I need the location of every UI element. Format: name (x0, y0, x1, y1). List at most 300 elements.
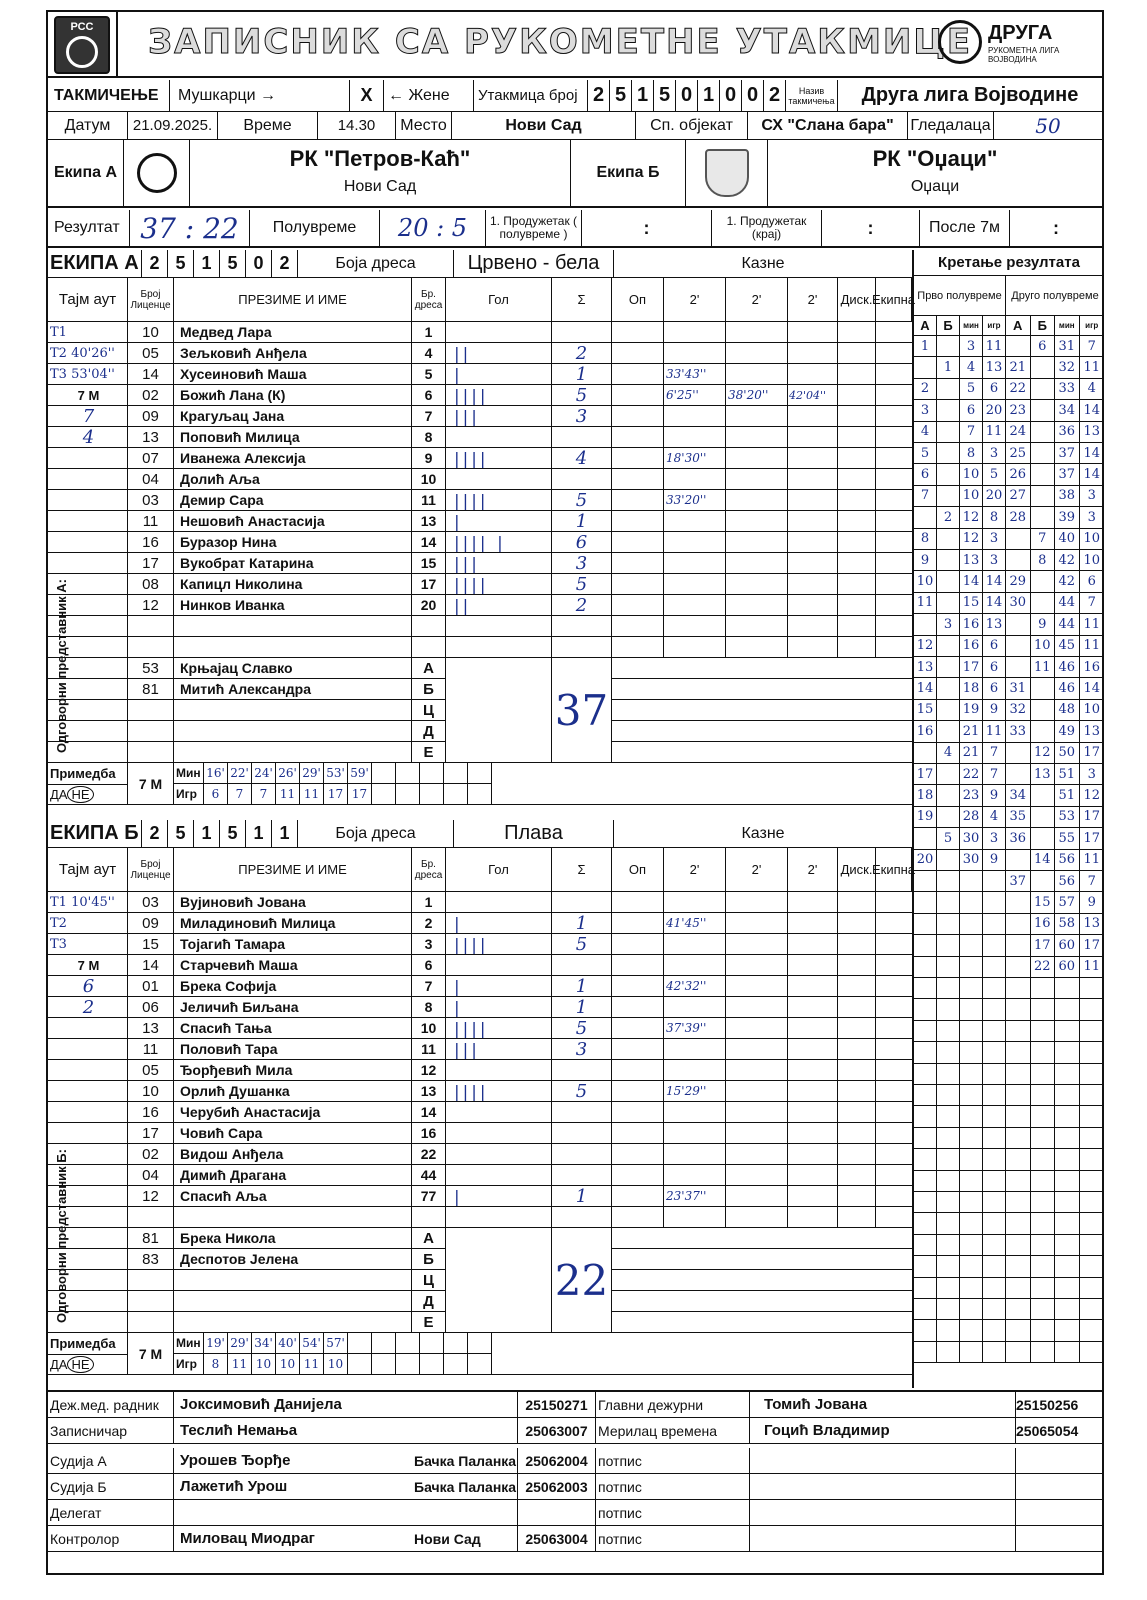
jersey-number: 11 (412, 490, 446, 511)
goal-tally: |||| (446, 448, 552, 469)
progress-second-cell (1006, 743, 1031, 764)
team-pen-cell (876, 637, 912, 658)
progress-first-cell: 19 (960, 700, 983, 721)
suspension-2 (726, 1081, 788, 1102)
progress-first-cell (914, 1042, 937, 1063)
suspension-3 (788, 892, 838, 913)
timeout-cell (48, 1102, 128, 1123)
progress-first-cell: 7 (983, 764, 1006, 785)
seven-m-label: 7 М (128, 1333, 174, 1375)
progress-first-cell (937, 1320, 960, 1341)
footer-name2 (750, 1526, 1016, 1552)
timeout-cell: T2 (48, 913, 128, 934)
progress-second-cell: 39 (1055, 507, 1080, 528)
remark-blank (492, 763, 912, 805)
progress-first-cell: 6 (983, 636, 1006, 657)
timeout-cell (48, 490, 128, 511)
goal-sum: 5 (552, 490, 612, 511)
progress-second-cell (1006, 636, 1031, 657)
blank-goal-box (446, 658, 552, 763)
official-name (174, 700, 412, 721)
team-pen-cell (876, 1102, 912, 1123)
timeout-cell: 7 М (48, 385, 128, 406)
half-score: 20 : 5 (380, 210, 486, 246)
progress-second-cell (1006, 1278, 1031, 1299)
progress-first-cell: 3 (983, 550, 1006, 571)
progress-first-cell: 10 (960, 464, 983, 485)
progress-first-cell (983, 1021, 1006, 1042)
progress-second-cell: 22 (1031, 957, 1056, 978)
jersey-number: 3 (412, 934, 446, 955)
match-report-sheet (46, 10, 1104, 1575)
progress-second-cell (1031, 507, 1056, 528)
goal-sum (552, 637, 612, 658)
official-penalties (612, 1270, 912, 1291)
progress-second-cell (1055, 1256, 1080, 1277)
team-pen-cell (876, 574, 912, 595)
progress-first-cell: 6 (960, 400, 983, 421)
jersey-number: 22 (412, 1144, 446, 1165)
progress-second-cell: 17 (1080, 935, 1105, 956)
team-pen-cell (876, 1186, 912, 1207)
progress-first-cell: 3 (937, 614, 960, 635)
progress-second-cell (1080, 1320, 1105, 1341)
footer-name: Урошев Ђорђе (174, 1448, 414, 1474)
men-label: Мушкарци → (170, 80, 350, 112)
player-name: Орлић Душанка (174, 1081, 412, 1102)
progress-first-cell: 10 (914, 571, 937, 592)
official-name: Брека Никола (174, 1228, 412, 1249)
time-value: 14.30 (318, 112, 396, 140)
progress-second-cell: 9 (1080, 892, 1105, 913)
progress-second-cell (1080, 1128, 1105, 1149)
progress-first-cell (914, 1299, 937, 1320)
suspension-3 (788, 343, 838, 364)
suspension-3 (788, 913, 838, 934)
progress-second-cell (1031, 828, 1056, 849)
seven-igr: 11 (300, 1354, 324, 1375)
progress-first-cell (983, 1085, 1006, 1106)
footer-city: Бачка Паланка (414, 1474, 518, 1500)
footer-licence: 25062004 (518, 1448, 596, 1474)
goal-sum (552, 322, 612, 343)
team-pen-cell (876, 469, 912, 490)
footer-name: Теслић Немања (174, 1418, 414, 1444)
suspension-2 (726, 406, 788, 427)
progress-first-cell: 7 (914, 486, 937, 507)
disq-cell (838, 1123, 876, 1144)
progress-second-cell (1031, 400, 1056, 421)
progress-first-cell: 11 (983, 721, 1006, 742)
column-header-two2: 2' (726, 848, 788, 892)
disq-cell (838, 1186, 876, 1207)
footer-licence2: 25065054 (1016, 1418, 1102, 1444)
player-name: Медвед Лара (174, 322, 412, 343)
warning-cell (612, 1144, 664, 1165)
team-b-label: Екипа Б (570, 140, 686, 206)
progress-second-cell (1006, 1171, 1031, 1192)
suspension-3 (788, 976, 838, 997)
progress-first-cell: 9 (914, 550, 937, 571)
goal-tally: | (446, 364, 552, 385)
progress-second-cell (1006, 892, 1031, 913)
column-header-jersey: Бр. дреса (412, 848, 446, 892)
progress-second-cell (1006, 1149, 1031, 1170)
progress-first-cell (983, 1320, 1006, 1341)
federation-logo (54, 16, 110, 74)
licence-cell: 12 (128, 1186, 174, 1207)
seven-igr: 7 (252, 784, 276, 805)
teams-row (48, 140, 1102, 208)
footer-licence: 25063007 (518, 1418, 596, 1444)
progress-first-cell: 6 (983, 657, 1006, 678)
goal-tally (446, 955, 552, 976)
remark-yes-no (48, 1355, 128, 1375)
goal-tally (446, 616, 552, 637)
progress-first-cell (937, 1085, 960, 1106)
progress-first-cell (937, 550, 960, 571)
column-header-goal: Гол (446, 848, 552, 892)
warning-cell (612, 934, 664, 955)
seven-min: 24' (252, 763, 276, 784)
suspension-1 (664, 1039, 726, 1060)
suspension-1: 18'30'' (664, 448, 726, 469)
progress-second-cell: 22 (1006, 379, 1031, 400)
progress-first-cell: 2 (937, 507, 960, 528)
suspension-3 (788, 934, 838, 955)
goal-sum: 1 (552, 364, 612, 385)
progress-first-cell: 3 (983, 529, 1006, 550)
jersey-number: 13 (412, 1081, 446, 1102)
licence-cell: 06 (128, 997, 174, 1018)
seven-igr: 11 (276, 784, 300, 805)
progress-first-cell: 30 (960, 850, 983, 871)
player-name: Буразор Нина (174, 532, 412, 553)
team-pen-cell (876, 934, 912, 955)
progress-second-cell (1031, 379, 1056, 400)
footer-role2: потпис (596, 1526, 750, 1552)
progress-first-cell (983, 1192, 1006, 1213)
seven-igr-label: Игр (174, 1354, 204, 1375)
player-name: Зељковић Анђела (174, 343, 412, 364)
progress-second-cell: 9 (1031, 614, 1056, 635)
progress-second-cell (1031, 1213, 1056, 1234)
team-pen-cell (876, 406, 912, 427)
progress-first-cell (937, 850, 960, 871)
goal-tally (446, 892, 552, 913)
progress-first-cell: 5 (960, 379, 983, 400)
progress-first-cell: 9 (983, 850, 1006, 871)
suspension-2 (726, 637, 788, 658)
jersey-number: 16 (412, 1123, 446, 1144)
progress-first-cell (914, 1149, 937, 1170)
footer-role2: потпис (596, 1500, 750, 1526)
disq-cell (838, 469, 876, 490)
progress-first-cell (960, 1299, 983, 1320)
team-pen-cell (876, 616, 912, 637)
official-letter: Е (412, 742, 446, 763)
team-code-digit: 1 (194, 250, 220, 278)
goal-sum: 1 (552, 976, 612, 997)
spectators-label: Гледалаца (908, 112, 994, 140)
progress-first-cell: 13 (960, 550, 983, 571)
goal-sum (552, 892, 612, 913)
column-header-sum: Σ (552, 848, 612, 892)
progress-second-cell (1031, 1021, 1056, 1042)
progress-first-cell (960, 1021, 983, 1042)
seven-igr (444, 1354, 468, 1375)
goal-sum: 3 (552, 406, 612, 427)
progress-first-cell: 2 (914, 379, 937, 400)
official-name (174, 1312, 412, 1333)
team-b-block (48, 820, 916, 1388)
suspension-3 (788, 1186, 838, 1207)
progress-first-cell (937, 678, 960, 699)
progress-head2-igr: игр (1080, 316, 1105, 336)
progress-first-cell (960, 1171, 983, 1192)
jersey-number: 8 (412, 997, 446, 1018)
jersey-number: 6 (412, 385, 446, 406)
footer-licence: 25063004 (518, 1526, 596, 1552)
suspension-3 (788, 1018, 838, 1039)
licence-cell (128, 637, 174, 658)
suspension-1: 6'25'' (664, 385, 726, 406)
team-code-digit: 0 (246, 250, 272, 278)
progress-second-cell (1055, 999, 1080, 1020)
footer-name2: Томић Јована (750, 1392, 1016, 1418)
suspension-3 (788, 595, 838, 616)
progress-second-cell (1080, 1278, 1105, 1299)
progress-first-cell (960, 1128, 983, 1149)
licence-cell: 11 (128, 511, 174, 532)
official-letter: А (412, 658, 446, 679)
licence-cell: 07 (128, 448, 174, 469)
warning-cell (612, 616, 664, 637)
team-code-digit: 1 (194, 820, 220, 848)
warning-cell (612, 997, 664, 1018)
progress-first-cell (914, 871, 937, 892)
team-b-logo (686, 140, 768, 206)
disq-cell (838, 385, 876, 406)
progress-first-cell (960, 892, 983, 913)
player-name (174, 637, 412, 658)
match-number-digit: 0 (742, 80, 764, 112)
progress-second-cell: 16 (1031, 914, 1056, 935)
progress-second-cell: 23 (1006, 400, 1031, 421)
seven-igr: 10 (324, 1354, 348, 1375)
player-name: Миладиновић Милица (174, 913, 412, 934)
progress-first-cell (960, 1213, 983, 1234)
warning-cell (612, 490, 664, 511)
licence-cell: 03 (128, 892, 174, 913)
official-penalties (612, 1249, 912, 1270)
licence-cell: 05 (128, 1060, 174, 1081)
suspension-1 (664, 322, 726, 343)
progress-first-cell (937, 807, 960, 828)
suspension-2 (726, 1123, 788, 1144)
suspension-3 (788, 490, 838, 511)
seven-igr: 10 (252, 1354, 276, 1375)
player-name: Вукобрат Катарина (174, 553, 412, 574)
progress-second-cell (1080, 1256, 1105, 1277)
suspension-2 (726, 532, 788, 553)
progress-second-cell (1006, 1235, 1031, 1256)
team-b-city: Оџаци (910, 178, 960, 195)
seven-igr: 7 (228, 784, 252, 805)
player-name: Долић Аља (174, 469, 412, 490)
seven-igr (396, 1354, 420, 1375)
jersey-number: 7 (412, 406, 446, 427)
suspension-2 (726, 595, 788, 616)
warning-cell (612, 448, 664, 469)
team-label: ЕКИПА Б (48, 820, 142, 848)
progress-second-cell: 4 (1080, 379, 1105, 400)
team-a-block (48, 250, 916, 806)
warning-cell (612, 385, 664, 406)
progress-second-cell: 36 (1006, 828, 1031, 849)
title-band (48, 12, 1102, 78)
seven-igr (396, 784, 420, 805)
team-pen-cell (876, 1081, 912, 1102)
competition-label: ТАКМИЧЕЊЕ (48, 80, 170, 112)
progress-second-cell: 7 (1080, 871, 1105, 892)
progress-second-cell (1031, 1106, 1056, 1127)
progress-second-cell: 10 (1031, 636, 1056, 657)
seven-min: 26' (276, 763, 300, 784)
warning-cell (612, 1081, 664, 1102)
spectators-value: 50 (994, 112, 1102, 140)
disq-cell (838, 1102, 876, 1123)
suspension-3: 42'04'' (788, 385, 838, 406)
seven-min: 29' (300, 763, 324, 784)
goal-tally (446, 1207, 552, 1228)
progress-second-cell (1031, 1128, 1056, 1149)
suspension-2 (726, 976, 788, 997)
team-pen-cell (876, 427, 912, 448)
jersey-color-label: Боја дреса (298, 820, 454, 848)
official-name: Крњајац Славко (174, 658, 412, 679)
suspension-1 (664, 469, 726, 490)
progress-second-cell (1031, 999, 1056, 1020)
goal-sum (552, 1165, 612, 1186)
progress-second-cell (1006, 1106, 1031, 1127)
goal-sum (552, 616, 612, 637)
licence-cell: 17 (128, 1123, 174, 1144)
progress-second-cell (1055, 1149, 1080, 1170)
progress-first-cell (937, 1128, 960, 1149)
goal-tally (446, 469, 552, 490)
progress-second-cell (1031, 1278, 1056, 1299)
place-label: Место (396, 112, 452, 140)
progress-second-cell (1031, 486, 1056, 507)
player-name: Спасић Тања (174, 1018, 412, 1039)
progress-first-cell (914, 1342, 937, 1363)
progress-first-cell (983, 871, 1006, 892)
goal-tally: | (446, 1186, 552, 1207)
disq-cell (838, 595, 876, 616)
progress-first-cell (937, 1256, 960, 1277)
progress-first-cell (937, 1278, 960, 1299)
progress-second-cell: 56 (1055, 871, 1080, 892)
progress-second-cell: 25 (1006, 443, 1031, 464)
progress-second-cell (1031, 871, 1056, 892)
progress-second-cell (1031, 785, 1056, 806)
team-a-logo (124, 140, 190, 206)
team-b-crest-icon (705, 149, 749, 197)
suspension-2 (726, 364, 788, 385)
player-name: Крагуљац Јана (174, 406, 412, 427)
suspension-3 (788, 406, 838, 427)
progress-first-cell (914, 743, 937, 764)
suspension-2 (726, 1102, 788, 1123)
progress-second-cell (1031, 1085, 1056, 1106)
second-half-label: Друго полувреме (1006, 276, 1104, 316)
disq-cell (838, 406, 876, 427)
official-licence: 81 (128, 1228, 174, 1249)
warning-cell (612, 595, 664, 616)
footer-city: Нови Сад (414, 1526, 518, 1552)
suspension-3 (788, 574, 838, 595)
suspension-2: 38'20'' (726, 385, 788, 406)
column-header-warn: Оп (612, 278, 664, 322)
progress-first-cell: 16 (960, 614, 983, 635)
suspension-2 (726, 1018, 788, 1039)
timeout-cell: 2 (48, 997, 128, 1018)
progress-second-cell (1031, 357, 1056, 378)
progress-second-cell (1055, 1342, 1080, 1363)
suspension-1 (664, 1123, 726, 1144)
warning-cell (612, 1123, 664, 1144)
official-name (174, 1291, 412, 1312)
column-header-licence: Број Лиценце (128, 848, 174, 892)
player-name: Черубић Анастасија (174, 1102, 412, 1123)
progress-second-cell (1080, 1149, 1105, 1170)
progress-first-cell: 11 (914, 593, 937, 614)
suspension-1 (664, 1144, 726, 1165)
warning-cell (612, 364, 664, 385)
warning-cell (612, 427, 664, 448)
progress-second-cell (1080, 1192, 1105, 1213)
official-penalties (612, 1228, 912, 1249)
progress-second-cell: 6 (1031, 336, 1056, 357)
progress-first-cell (960, 1149, 983, 1170)
goal-sum: 3 (552, 553, 612, 574)
progress-second-cell (1006, 657, 1031, 678)
footer-role: Контролор (48, 1526, 174, 1552)
jersey-number: 13 (412, 511, 446, 532)
official-penalties (612, 742, 912, 763)
progress-first-cell (937, 1149, 960, 1170)
progress-first-cell: 18 (914, 785, 937, 806)
official-letter: Б (412, 1249, 446, 1270)
progress-first-cell (983, 1235, 1006, 1256)
progress-first-cell (983, 1149, 1006, 1170)
goal-sum: 5 (552, 385, 612, 406)
progress-second-cell: 29 (1006, 571, 1031, 592)
progress-second-cell: 56 (1055, 850, 1080, 871)
remark-yes-no (48, 785, 128, 805)
progress-first-cell (937, 486, 960, 507)
warning-cell (612, 1039, 664, 1060)
goal-sum: 1 (552, 1186, 612, 1207)
progress-first-cell: 20 (983, 400, 1006, 421)
goal-tally: | (446, 976, 552, 997)
official-letter: Б (412, 679, 446, 700)
progress-first-cell: 14 (914, 678, 937, 699)
goal-tally (446, 1102, 552, 1123)
official-licence (128, 1312, 174, 1333)
team-code-digit: 2 (142, 250, 168, 278)
